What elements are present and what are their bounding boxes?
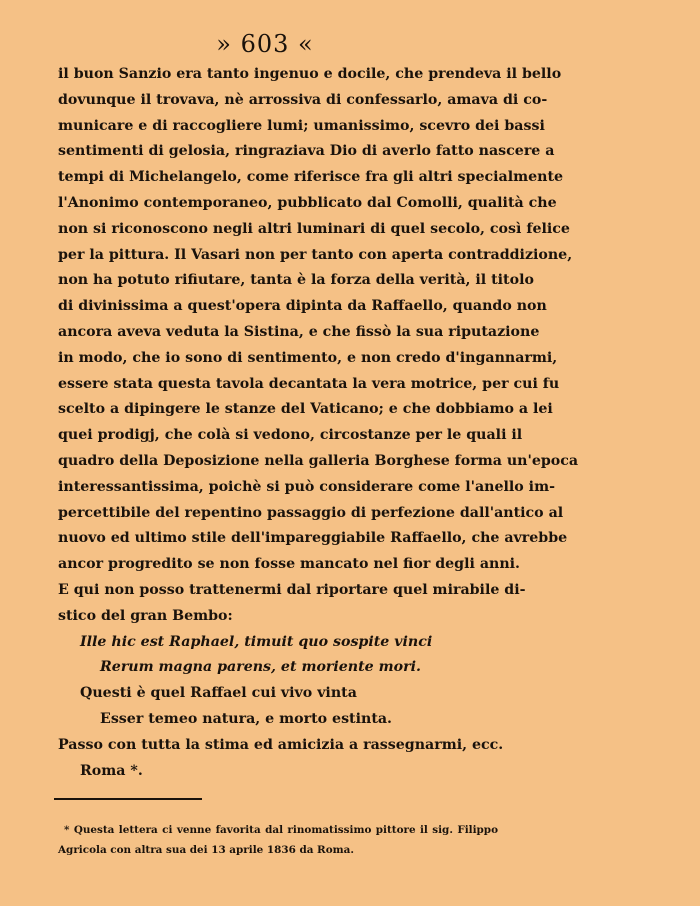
text-line: quei prodigj, che colà si vedono, circostanze per le quali il: [58, 427, 523, 444]
latin-verse: Ille hic est Raphael, timuit quo sospite vinci: [80, 633, 433, 650]
text-line: ancora aveva veduta la Sistina, e che fissò la sua riputazione: [58, 323, 540, 340]
text-line: essere stata questa tavola decantata la vera motrice, per cui fu: [58, 375, 560, 392]
text-line: nuovo ed ultimo stile dell'impareggiabile Raffaello, che avrebbe: [58, 530, 568, 547]
footnote-rule: [54, 798, 202, 800]
text-line: non si riconoscono negli altri luminari di quel secolo, così felice: [58, 220, 570, 237]
text-line: tempi di Michelangelo, come riferisce fra gli altri specialmente: [58, 169, 564, 186]
text-line: di divinissima a quest'opera dipinta da Raffaello, quando non: [58, 298, 547, 315]
text-line: scelto a dipingere le stanze del Vaticano; e che dobbiamo a lei: [58, 401, 553, 418]
text-line: il buon Sanzio era tanto ingenuo e docile, che prendeva il bello: [58, 66, 562, 82]
text-line: in modo, che io sono di sentimento, e non credo d'ingannarmi,: [58, 349, 558, 366]
italian-verse: Esser temeo natura, e morto estinta.: [100, 710, 393, 727]
text-line: dovunque il trovava, nè arrossiva di confessarlo, amava di co-: [58, 91, 548, 108]
main-text: [58, 62, 579, 784]
footnote-line: Agricola con altra sua dei 13 aprile 1836 da Roma.: [58, 844, 354, 856]
text-line: stico del gran Bembo:: [58, 607, 233, 624]
page-number: » 603 «: [216, 30, 314, 58]
text-line: interessantissima, poichè si può considerare come l'anello im-: [58, 478, 555, 495]
footnote-line: * Questa lettera ci venne favorita dal rinomatissimo pittore il sig. Filippo: [64, 824, 498, 836]
closing-line: Passo con tutta la stima ed amicizia a rassegnarmi, ecc.: [58, 736, 504, 753]
signature: Roma *.: [80, 762, 143, 779]
text-line: per la pittura. Il Vasari non per tanto con aperta contraddizione,: [58, 246, 573, 263]
text-line: sentimenti di gelosia, ringraziava Dio di averlo fatto nascere a: [58, 143, 555, 160]
latin-verse: Rerum magna parens, et moriente mori.: [100, 659, 421, 676]
text-line: percettibile del repentino passaggio di perfezione dall'antico al: [58, 504, 564, 521]
text-line: ancor progredito se non fosse mancato nel fior degli anni.: [58, 556, 520, 573]
text-line: E qui non posso trattenermi dal riportare quel mirabile di-: [58, 581, 526, 598]
italian-verse: Questi è quel Raffael cui vivo vinta: [80, 685, 357, 702]
footnote: [58, 820, 498, 860]
text-line: quadro della Deposizione nella galleria Borghese forma un'epoca: [58, 452, 579, 469]
text-line: l'Anonimo contemporaneo, pubblicato dal Comolli, qualità che: [58, 194, 557, 211]
text-line: non ha potuto rifiutare, tanta è la forza della verità, il titolo: [58, 272, 534, 289]
text-line: municare e di raccogliere lumi; umanissimo, scevro dei bassi: [58, 117, 545, 134]
